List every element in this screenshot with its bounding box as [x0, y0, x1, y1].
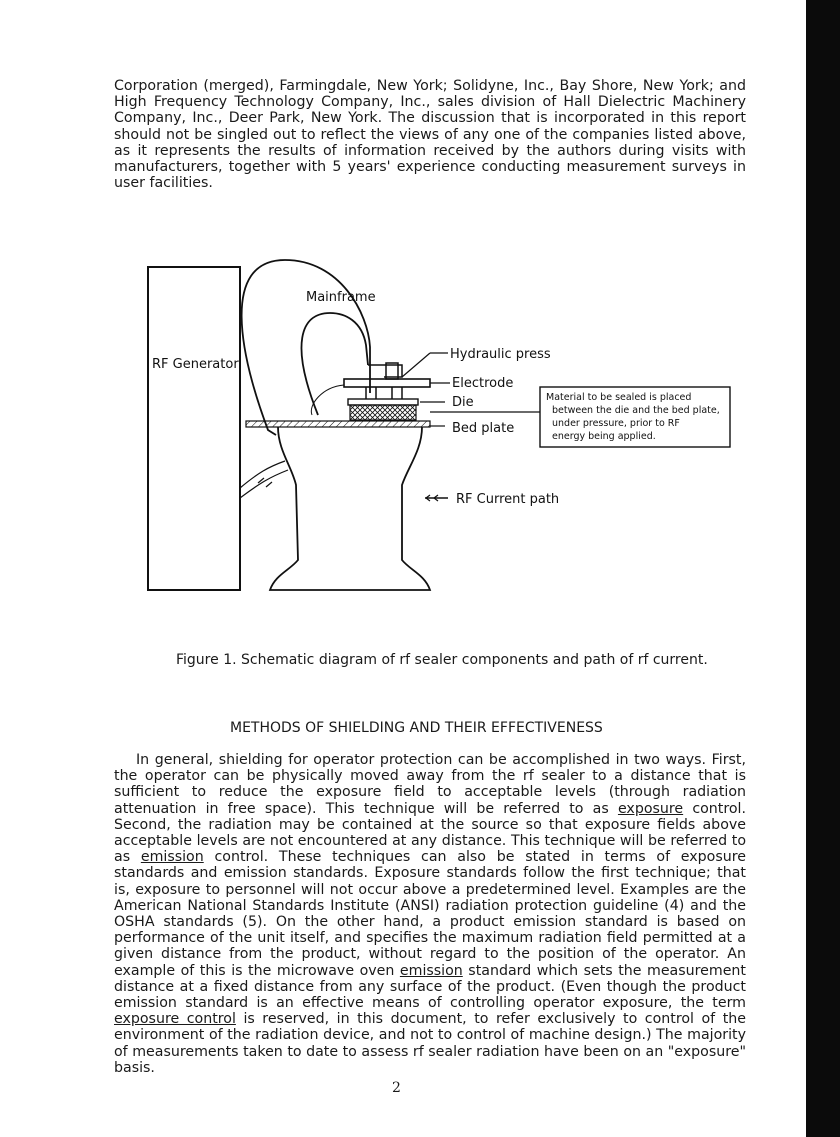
press-housing — [368, 365, 402, 377]
figure-diagram — [140, 255, 740, 600]
electrode — [344, 379, 430, 387]
body-text: standard which sets the measurement distance at a fixed distance from any surface of the product. (Even though the product emission standard is an effective means of controlling operator exposure, the term — [114, 962, 746, 1012]
intro-paragraph: Corporation (merged), Farmingdale, New York; Solidyne, Inc., Bay Shore, New York; and High Frequency Technology Company, Inc., sales division of Hall Dielectric Machinery Company, Inc., Deer Park, New York. The discussion that is incorporated in this report should not be singled out to reflect the views of any one of the companies listed above, as it represents the results of information received by the authors during visits with manufacturers, together with 5 years' experience conducting measurement surveys in user facilities. — [114, 78, 746, 192]
rf-generator-box — [148, 267, 240, 590]
rf-generator-label: RF Generator — [152, 357, 239, 372]
bed-plate — [246, 421, 430, 427]
body-text: is reserved, in this document, to refer exclusively to control of the environment of the radiation device, and not to control of machine design.) The majority of measurements taken to date to assess rf sealer radiation have been on an "exposure" basis. — [114, 1011, 746, 1076]
body-text: control. These techniques can also be stated in terms of exposure standards and emission standards. Exposure standards follow the first technique; that is, exposure to personnel will not occur above a predetermined level. Examples are the American National Standards Institute (ANSI) radiation protection guideline (4) and the OSHA standards (5). On the other hand, a product emission standard is based on performance of the unit itself, and specifies the maximum radiation field permitted at a given distance from the product, without regard to the position of the operator. An example of this is the microwave oven — [114, 849, 746, 979]
bed-plate-label: Bed plate — [452, 421, 515, 436]
body-underlined-term: emission — [140, 849, 204, 866]
page-number: 2 — [392, 1080, 401, 1096]
die-material — [350, 405, 416, 420]
mainframe-inner — [301, 313, 368, 415]
body-underlined-term: emission — [399, 962, 463, 979]
rf-sealer-schematic — [140, 255, 740, 600]
section-heading: METHODS OF SHIELDING AND THEIR EFFECTIVENESS — [230, 720, 603, 736]
mainframe-label: Mainframe — [306, 290, 376, 305]
hydraulic-press-label: Hydraulic press — [450, 347, 551, 362]
figure-caption: Figure 1. Schematic diagram of rf sealer components and path of rf current. — [176, 652, 708, 668]
scan-edge — [806, 0, 840, 1137]
hydraulic-press-leader — [402, 353, 430, 377]
note-line: Material to be sealed is placed — [546, 392, 692, 403]
note-line: under pressure, prior to RF — [552, 418, 680, 429]
note-line: energy being applied. — [552, 431, 656, 442]
die-label: Die — [452, 395, 474, 410]
body-paragraph — [114, 752, 746, 1076]
electrode-label: Electrode — [452, 376, 514, 391]
rf-current-arrows — [258, 478, 272, 487]
body-underlined-term: exposure control — [114, 1011, 236, 1028]
body-text: In general, shielding for operator protection can be accomplished in two ways. First, the operator can be physically moved away from the rf sealer to a distance that is sufficient to reduce the exposure field to acceptable levels (through radiation attenuation in free space). This technique will be referred to as — [114, 752, 746, 817]
rf-wire-2 — [240, 470, 288, 498]
body-text: control. Second, the radiation may be contained at the source so that exposure fields above acceptable levels are not encountered at any distance. This technique will be referred to as — [114, 800, 747, 866]
body-underlined-term: exposure — [617, 800, 684, 817]
die — [348, 399, 418, 405]
machine-base — [270, 427, 430, 590]
rf-current-path-label: RF Current path — [456, 492, 560, 507]
note-line: between the die and the bed plate, — [552, 405, 720, 416]
